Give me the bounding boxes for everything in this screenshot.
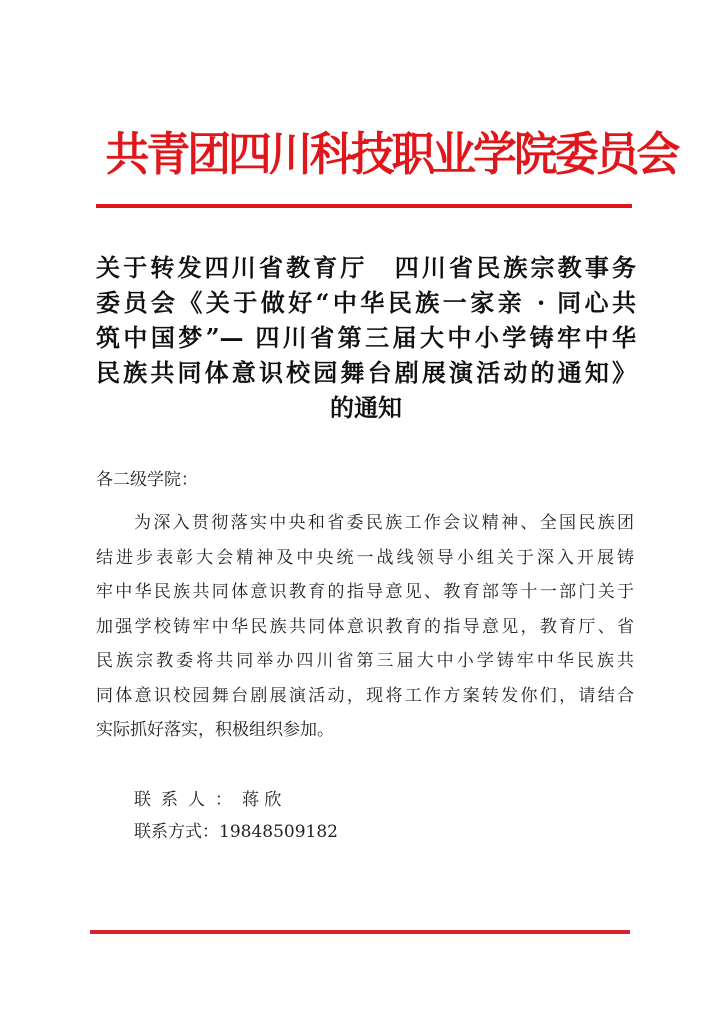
contact-person	[134, 788, 281, 812]
title-line: 民族共同体意识校园舞台剧展演活动的通知》	[96, 358, 636, 387]
contact-person-label: 联系人：	[134, 790, 242, 810]
title-line: 委员会《关于做好“中华民族一家亲 · 同心共	[96, 288, 636, 317]
document-title	[96, 250, 636, 425]
contact-method	[134, 820, 338, 844]
header-red-rule	[96, 204, 632, 208]
title-line: 的通知	[330, 393, 402, 422]
contact-phone: 19848509182	[219, 822, 338, 842]
body-line: 加强学校铸牢中华民族共同体意识教育的指导意见，教育厅、省	[96, 616, 634, 637]
body-line: 民族宗教委将共同举办四川省第三届大中小学铸牢中华民族共	[96, 651, 634, 671]
salutation: 各二级学院：	[96, 470, 198, 490]
body-paragraph	[96, 506, 634, 748]
title-line: 关于转发四川省教育厅 四川省民族宗教事务	[96, 253, 636, 282]
contact-person-name: 蒋 欣	[242, 790, 282, 810]
body-line: 牢中华民族共同体意识教育的指导意见、教育部等十一部门关于	[96, 582, 634, 602]
contact-method-label: 联系方式：	[134, 822, 219, 842]
body-line: 为深入贯彻落实中央和省委民族工作会议精神、全国民族团	[134, 513, 634, 533]
org-header: 共青团四川科技职业学院委员会	[105, 127, 678, 181]
footer-red-rule	[90, 930, 630, 934]
body-line: 结进步表彰大会精神及中央统一战线领导小组关于深入开展铸	[96, 547, 634, 568]
body-line: 实际抓好落实，积极组织参加。	[96, 720, 334, 740]
title-line: 筑中国梦”— 四川省第三届大中小学铸牢中华	[96, 323, 636, 352]
body-line: 同体意识校园舞台剧展演活动，现将工作方案转发你们，请结合	[96, 685, 634, 706]
